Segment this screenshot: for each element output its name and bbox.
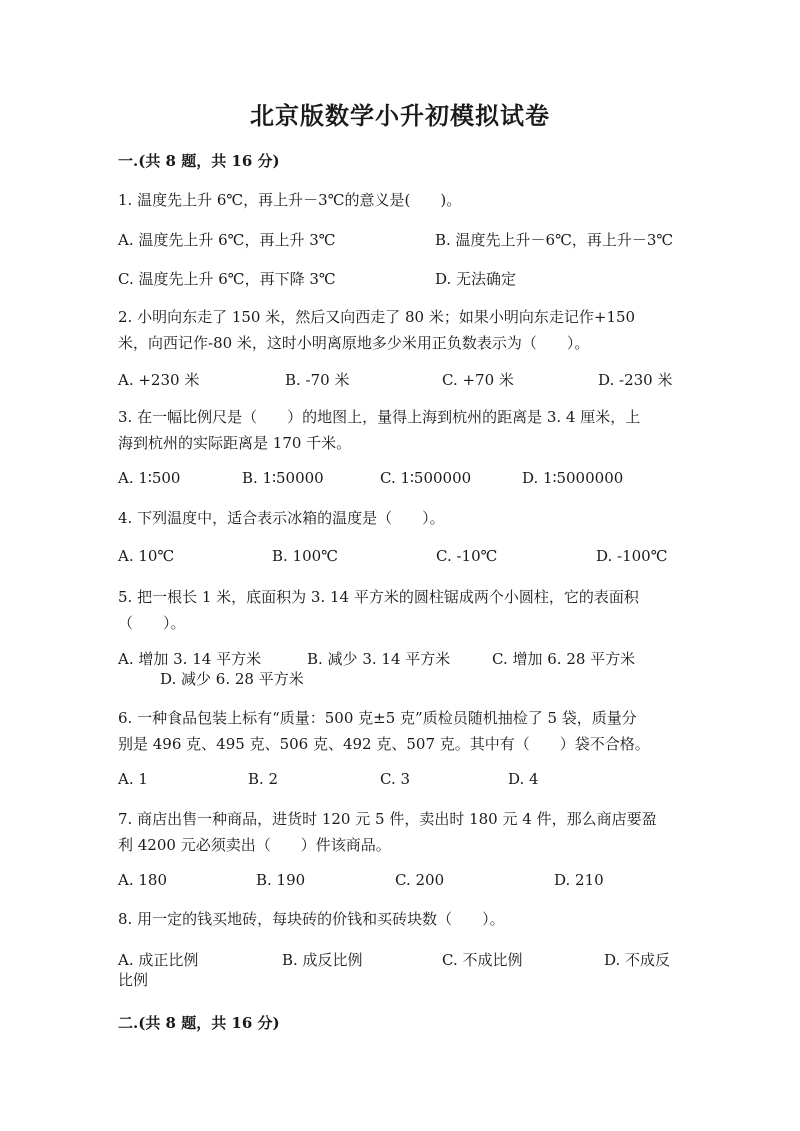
question-4-option-a: A. 10℃ (118, 547, 175, 565)
question-7-option-d: D. 210 (554, 871, 604, 889)
question-7 (118, 806, 678, 858)
question-2-option-c: C. +70 米 (442, 371, 514, 389)
question-3-option-d: D. 1∶5000000 (522, 469, 624, 487)
question-5-option-b: B. 减少 3. 14 平方米 (307, 650, 451, 668)
exam-title: 北京版数学小升初模拟试卷 (250, 101, 550, 130)
question-2 (118, 304, 678, 356)
question-2-option-b: B. -70 米 (285, 371, 350, 389)
question-1-option-a: A. 温度先上升 6℃，再上升 3℃ (118, 231, 336, 249)
question-7-option-a: A. 180 (118, 871, 167, 889)
question-3-option-b: B. 1∶50000 (242, 469, 324, 487)
question-6-option-b: B. 2 (248, 770, 279, 788)
question-8-option-c: C. 不成比例 (442, 951, 523, 969)
question-1-option-c: C. 温度先上升 6℃，再下降 3℃ (118, 270, 336, 288)
question-3-line-1: 3. 在一幅比例尺是（ ）的地图上，量得上海到杭州的距离是 3. 4 厘米，上 (118, 408, 641, 426)
question-7-line-1: 7. 商店出售一种商品，进货时 120 元 5 件，卖出时 180 元 4 件，那么商店要盈 (118, 810, 657, 828)
question-4-line-1: 4. 下列温度中，适合表示冰箱的温度是（ ）。 (118, 509, 445, 527)
question-6-line-1: 6. 一种食品包装上标有“质量：500 克±5 克”质检员随机抽检了 5 袋，质量分 (118, 709, 637, 727)
question-5-line-2: （ ）。 (118, 614, 186, 632)
question-1-option-d: D. 无法确定 (435, 270, 517, 288)
question-1 (118, 187, 678, 213)
question-3-line-2: 海到杭州的实际距离是 170 千米。 (118, 434, 352, 452)
question-8-option-a: A. 成正比例 (118, 951, 199, 969)
question-2-option-a: A. +230 米 (118, 371, 200, 389)
question-7-option-b: B. 190 (256, 871, 306, 889)
question-2-line-1: 2. 小明向东走了 150 米，然后又向西走了 80 米；如果小明向东走记作+150 (118, 308, 636, 326)
question-7-option-c: C. 200 (395, 871, 445, 889)
question-2-line-2: 米，向西记作-80 米，这时小明离原地多少米用正负数表示为（ ）。 (118, 334, 590, 352)
question-5-line-1: 5. 把一根长 1 米，底面积为 3. 14 平方米的圆柱锯成两个小圆柱，它的表面积 (118, 588, 639, 606)
section-1-heading: 一.(共 8 题，共 16 分) (118, 152, 280, 170)
question-5 (118, 584, 678, 636)
question-3-option-a: A. 1∶500 (118, 469, 181, 487)
question-2-option-d: D. -230 米 (598, 371, 673, 389)
section-2-heading: 二.(共 8 题，共 16 分) (118, 1014, 280, 1032)
question-8-option-d: D. 不成反 (604, 951, 671, 969)
question-4-option-c: C. -10℃ (436, 547, 498, 565)
question-8-option-d-continued: 比例 (118, 971, 149, 989)
question-6-option-a: A. 1 (118, 770, 148, 788)
question-3 (118, 404, 678, 456)
question-3-option-c: C. 1∶500000 (380, 469, 472, 487)
question-7-line-2: 利 4200 元必须卖出（ ）件该商品。 (118, 836, 391, 854)
question-6-line-2: 别是 496 克、495 克、506 克、492 克、507 克。其中有（ ）袋不合格。 (118, 735, 650, 753)
question-8-option-b: B. 成反比例 (282, 951, 363, 969)
question-1-line-1: 1. 温度先上升 6℃，再上升－3℃的意义是( )。 (118, 191, 462, 209)
question-6-option-d: D. 4 (508, 770, 539, 788)
question-4 (118, 505, 678, 531)
question-5-option-d: D. 减少 6. 28 平方米 (160, 670, 304, 688)
question-8-line-1: 8. 用一定的钱买地砖，每块砖的价钱和买砖块数（ ）。 (118, 910, 505, 928)
question-6-option-c: C. 3 (380, 770, 411, 788)
question-4-option-d: D. -100℃ (596, 547, 668, 565)
question-8 (118, 906, 678, 932)
question-5-option-c: C. 增加 6. 28 平方米 (492, 650, 636, 668)
question-6 (118, 705, 678, 757)
question-1-option-b: B. 温度先上升－6℃，再上升－3℃ (435, 231, 674, 249)
question-5-option-a: A. 增加 3. 14 平方米 (118, 650, 262, 668)
question-4-option-b: B. 100℃ (272, 547, 338, 565)
